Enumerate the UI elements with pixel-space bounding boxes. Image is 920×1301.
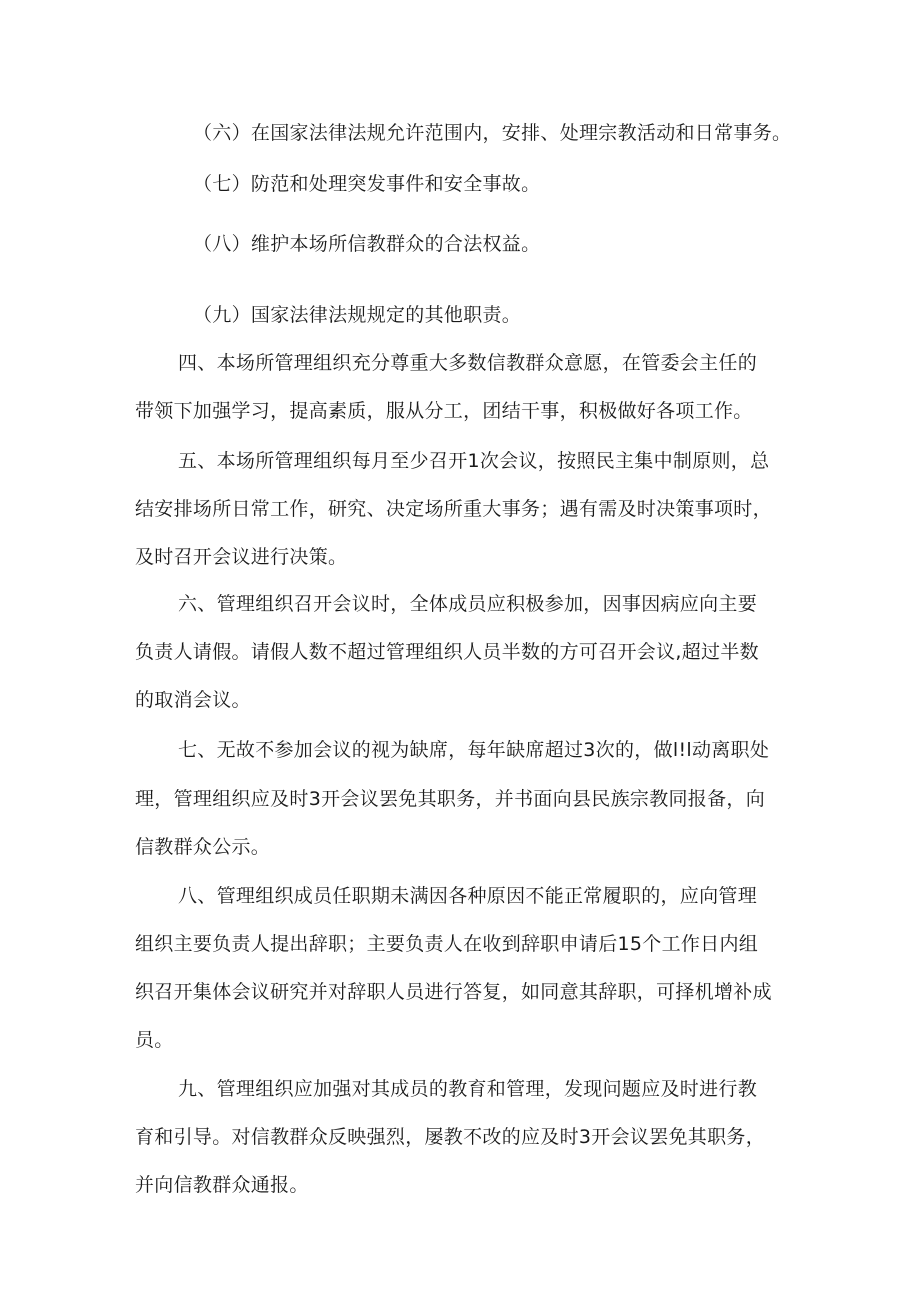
section-7-line-3: 信教群众公示。: [135, 836, 271, 858]
item-9-line-1: （九）国家法律法规规定的其他职责。: [193, 304, 522, 326]
section-9-line-2: 育和引导。对信教群众反映强烈，屡教不改的应及时3开会议罢免其职务，: [135, 1126, 765, 1148]
section-7-line-1: 七、无故不参加会议的视为缺席，每年缺席超过3次的，做l!l动离职处: [178, 739, 770, 761]
section-5-line-1: 五、本场所管理组织每月至少召开1次会议，按照民主集中制原则，总: [178, 450, 770, 472]
item-8-line-1: （八）维护本场所信教群众的合法权益。: [193, 233, 541, 255]
section-5-line-3: 及时召开会议进行决策。: [135, 546, 348, 568]
section-4-line-1: 四、本场所管理组织充分尊重大多数信教群众意愿，在管委会主任的: [178, 352, 758, 374]
section-6-line-1: 六、管理组织召开会议时，全体成员应积极参加，因事因病应向主要: [178, 593, 758, 615]
section-7-line-2: 理，管理组织应及时3开会议罢免其职务，并书面向县民族宗教同报备，向: [135, 788, 765, 810]
section-9-line-3: 并向信教群众通报。: [135, 1174, 309, 1196]
section-8-line-4: 员。: [135, 1029, 174, 1051]
section-8-line-1: 八、管理组织成员任职期未满因各种原因不能正常履职的，应向管理: [178, 885, 758, 907]
section-6-line-3: 的取消会议。: [135, 689, 251, 711]
section-5-line-2: 结安排场所日常工作，研究、决定场所重大事务；遇有需及时决策事项时，: [135, 498, 772, 520]
item-6-line-1: （六）在国家法律法规允许范围内，安排、处理宗教活动和日常事务。: [193, 122, 792, 144]
section-8-line-3: 织召开集体会议研究并对辞职人员进行答复，如同意其辞职，可择机增补成: [135, 981, 772, 1003]
section-8-line-2: 组织主要负责人提出辞职；主要负责人在收到辞职申请后15个工作日内组: [135, 933, 759, 955]
section-4-line-2: 带领下加强学习，提高素质，服从分工，团结干事，积极做好各项工作。: [135, 400, 753, 422]
item-7-line-1: （七）防范和处理突发事件和安全事故。: [193, 173, 541, 195]
section-9-line-1: 九、管理组织应加强对其成员的教育和管理，发现问题应及时进行教: [178, 1078, 758, 1100]
section-6-line-2: 负责人请假。请假人数不超过管理组织人员半数的方可召开会议,超过半数: [135, 641, 759, 663]
